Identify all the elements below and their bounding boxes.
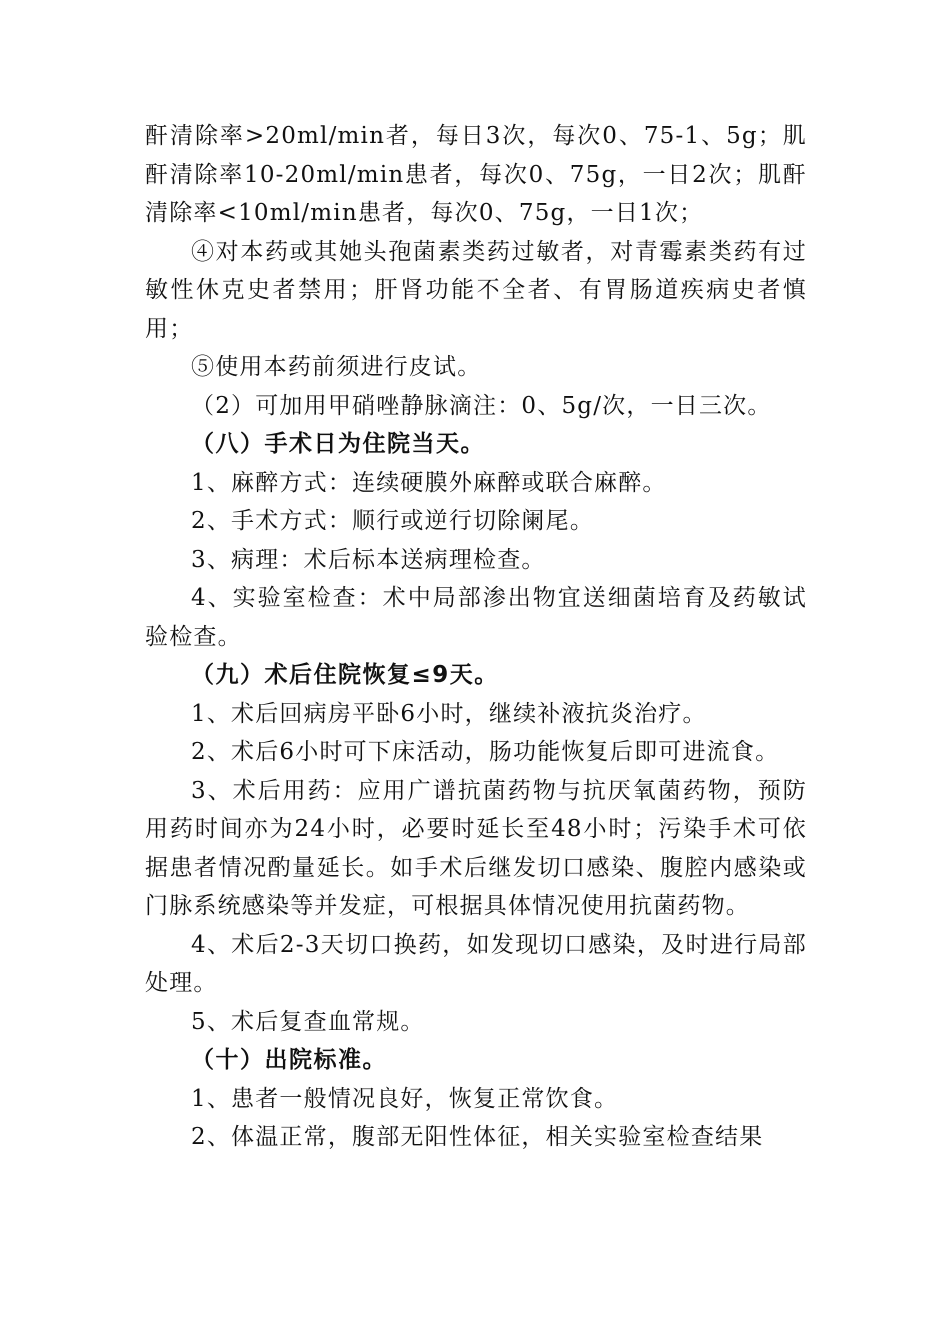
list-item-discharge-temperature: 2、体温正常，腹部无阳性体征，相关实验室检查结果: [191, 1124, 764, 1150]
paragraph-metronidazole: （2）可加用甲硝唑静脉滴注：0、5g/次，一日三次。: [191, 392, 772, 419]
list-item-discharge-general: 1、患者一般情况良好，恢复正常饮食。: [191, 1085, 619, 1112]
section-heading-9: （九）术后住院恢复≤9天。: [191, 662, 499, 688]
list-item-lab-exam: 4、实验室检查：术中局部渗出物宜送细菌培育及药敏试验检查。: [145, 585, 807, 650]
list-item-anesthesia: 1、麻醉方式：连续硬膜外麻醉或联合麻醉。: [191, 469, 667, 496]
section-heading-10: （十）出院标准。: [191, 1047, 387, 1073]
list-item-postop-medication: 3、术后用药：应用广谱抗菌药物与抗厌氧菌药物，预防用药时间亦为24小时，必要时延长至48小时；污染手术可依据患者情况酌量延长。如手术后继发切口感染、腹腔内感染或门脉系统感染等并发症，可根据具体情况使用抗菌药物。: [145, 777, 807, 919]
paragraph-creatinine-dosing: 酐清除率>20ml/min者，每日3次，每次0、75-1、5g；肌酐清除率10-20ml/min患者，每次0、75g，一日2次；肌酐清除率<10ml/min患者，每次0、75g，一日1次；: [145, 123, 807, 226]
paragraph-contraindications: ④对本药或其她头孢菌素类药过敏者，对青霉素类药有过敏性休克史者禁用；肝肾功能不全者、有胃肠道疾病史者慎用；: [145, 238, 807, 342]
list-item-surgery-method: 2、手术方式：顺行或逆行切除阑尾。: [191, 508, 595, 534]
list-item-dressing-change: 4、术后2-3天切口换药，如发现切口感染，及时进行局部处理。: [145, 931, 807, 996]
document-body: [145, 117, 807, 1157]
list-item-pathology: 3、病理：术后标本送病理检查。: [191, 546, 546, 573]
paragraph-skin-test: ⑤使用本药前须进行皮试。: [191, 354, 482, 380]
list-item-postop-ward: 1、术后回病房平卧6小时，继续补液抗炎治疗。: [191, 700, 707, 727]
list-item-blood-routine: 5、术后复查血常规。: [191, 1008, 425, 1035]
list-item-postop-activity: 2、术后6小时可下床活动，肠功能恢复后即可进流食。: [191, 739, 780, 765]
section-heading-8: （八）手术日为住院当天。: [191, 431, 485, 457]
